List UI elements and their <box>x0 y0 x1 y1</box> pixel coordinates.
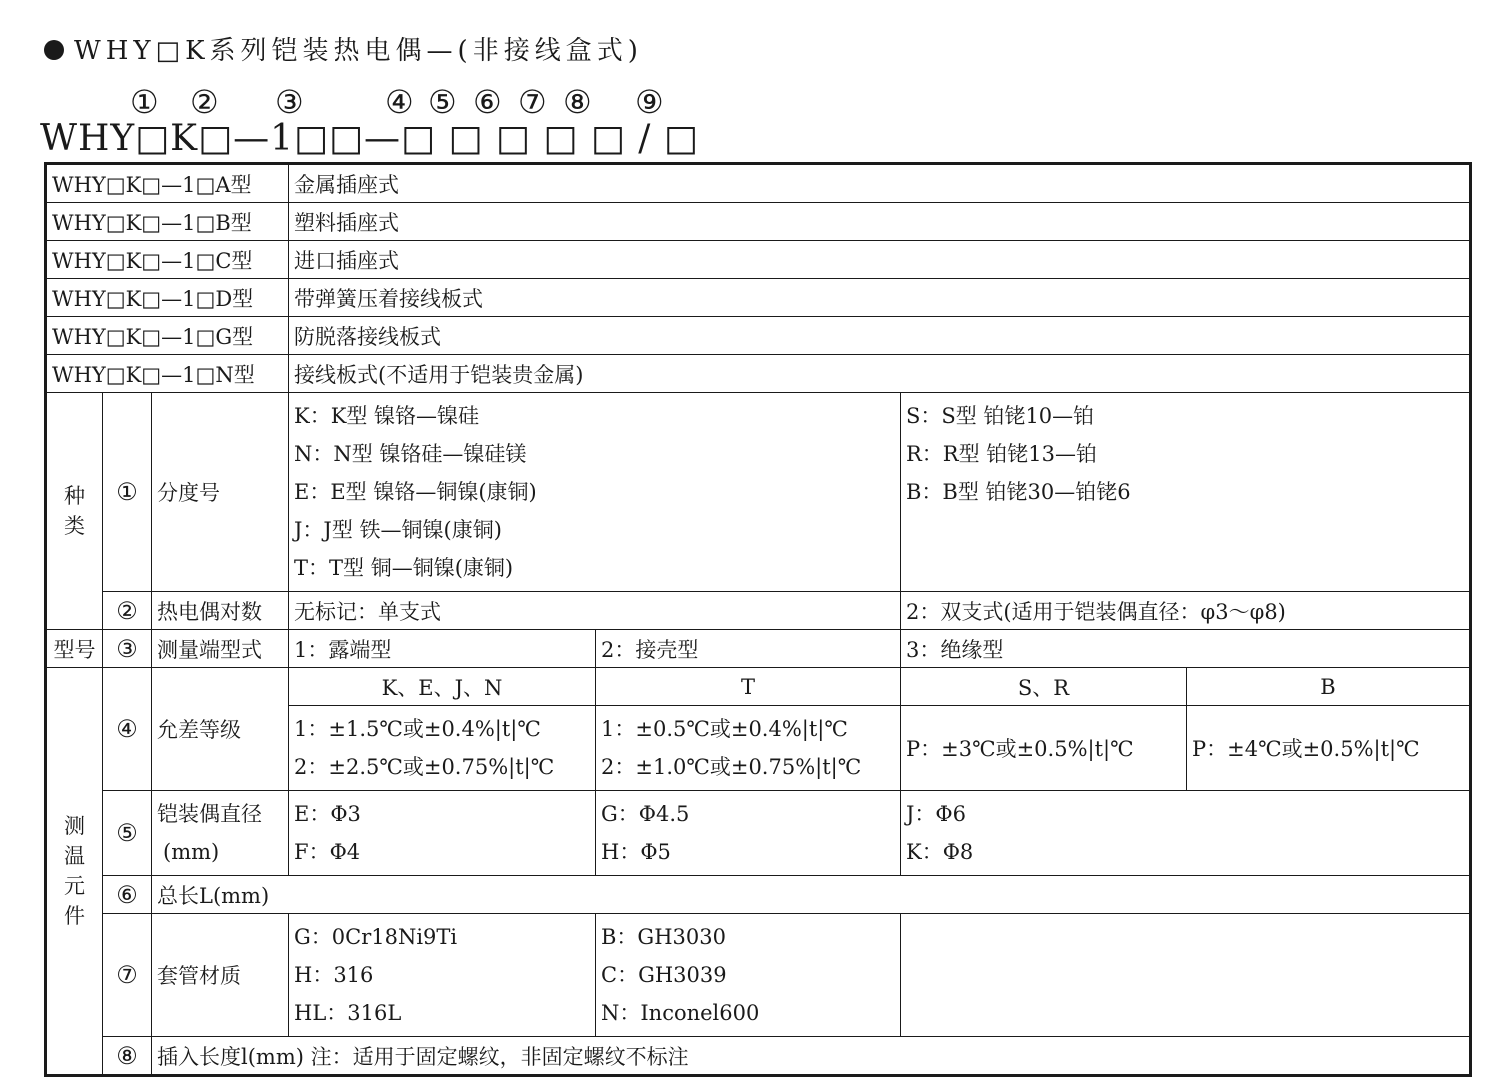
group-char: 类 <box>64 514 85 538</box>
graduation-right <box>901 393 1471 592</box>
pairs-row <box>46 592 1471 630</box>
sheath-item: HL：316L <box>294 1001 402 1025</box>
tolerance-item: 1：±0.5℃或±0.4%|t|℃ <box>601 717 848 741</box>
page-title <box>44 30 643 67</box>
type-row <box>46 279 1471 317</box>
code-number: ⑦ <box>518 83 547 121</box>
graduation-item: R：R型 铂铑13—铂 <box>906 442 1098 466</box>
tolerance-t <box>596 706 901 791</box>
spec-table <box>44 162 1472 1077</box>
tolerance-header: B <box>1187 668 1471 706</box>
type-desc: 防脱落接线板式 <box>289 317 1471 355</box>
diameter-col <box>596 791 901 876</box>
item-label: 套管材质 <box>152 914 289 1037</box>
group-char: 元 <box>64 874 85 898</box>
code-number: ① <box>130 83 159 121</box>
code-number: ③ <box>275 83 304 121</box>
tolerance-kejn <box>289 706 596 791</box>
sheath-item: B：GH3030 <box>601 925 726 949</box>
item-number: ③ <box>103 630 152 668</box>
group-char: 温 <box>64 844 85 868</box>
item-number: ④ <box>103 668 152 791</box>
type-model: WHY□K□—1□G型 <box>46 317 289 355</box>
diameter-col <box>901 791 1471 876</box>
item-label: 热电偶对数 <box>152 592 289 630</box>
tolerance-sr: P：±3℃或±0.5%|t|℃ <box>901 706 1187 791</box>
type-model: WHY□K□—1□B型 <box>46 203 289 241</box>
label-line: (mm) <box>163 840 220 864</box>
graduation-item: K：K型 镍铬—镍硅 <box>294 404 480 428</box>
label-line: 铠装偶直径 <box>157 802 262 826</box>
sheath-col <box>289 914 596 1037</box>
graduation-item: N：N型 镍铬硅—镍硅镁 <box>294 442 527 466</box>
diameter-item: G：Φ4.5 <box>601 802 690 826</box>
graduation-item: E：E型 镍铬—铜镍(康铜) <box>294 480 537 504</box>
sheath-col <box>596 914 901 1037</box>
diameter-item: J：Φ6 <box>906 802 966 826</box>
item-number: ⑤ <box>103 791 152 876</box>
tolerance-item: 1：±1.5℃或±0.4%|t|℃ <box>294 717 541 741</box>
item-label <box>152 791 289 876</box>
type-model: WHY□K□—1□N型 <box>46 355 289 393</box>
graduation-item: J：J型 铁—铜镍(康铜) <box>294 518 502 542</box>
group-char: 种 <box>64 484 85 508</box>
code-number: ⑨ <box>635 83 664 121</box>
diameter-item: H：Φ5 <box>601 840 671 864</box>
group-char: 件 <box>64 904 85 928</box>
type-desc: 塑料插座式 <box>289 203 1471 241</box>
type-model: WHY□K□—1□A型 <box>46 164 289 203</box>
item-label: 插入长度l(mm) 注：适用于固定螺纹，非固定螺纹不标注 <box>152 1037 1471 1076</box>
type-model: WHY□K□—1□C型 <box>46 241 289 279</box>
tolerance-b: P：±4℃或±0.5%|t|℃ <box>1187 706 1471 791</box>
insertion-row <box>46 1037 1471 1076</box>
item-label: 分度号 <box>152 393 289 592</box>
tolerance-header: T <box>596 668 901 706</box>
sheath-item: H：316 <box>294 963 374 987</box>
item-number: ① <box>103 393 152 592</box>
type-desc: 接线板式(不适用于铠装贵金属) <box>289 355 1471 393</box>
code-number: ⑧ <box>563 83 592 121</box>
diameter-item: E：Φ3 <box>294 802 361 826</box>
graduation-item: T：T型 铜—铜镍(康铜) <box>294 556 514 580</box>
group-model: 型号 <box>46 630 103 668</box>
junction-option: 3：绝缘型 <box>901 630 1471 668</box>
type-row <box>46 355 1471 393</box>
item-label: 测量端型式 <box>152 630 289 668</box>
pairs-left: 无标记：单支式 <box>289 592 901 630</box>
diameter-item: F：Φ4 <box>294 840 361 864</box>
sheath-item: N：Inconel600 <box>601 1001 760 1025</box>
bullet-icon <box>44 40 64 60</box>
junction-option: 2：接壳型 <box>596 630 901 668</box>
code-number: ② <box>190 83 219 121</box>
type-row <box>46 203 1471 241</box>
type-desc: 带弹簧压着接线板式 <box>289 279 1471 317</box>
type-row <box>46 241 1471 279</box>
graduation-row <box>46 393 1471 592</box>
sheath-item: G：0Cr18Ni9Ti <box>294 925 458 949</box>
graduation-item: S：S型 铂铑10—铂 <box>906 404 1095 428</box>
tolerance-header-row <box>46 668 1471 706</box>
type-row <box>46 317 1471 355</box>
pairs-right: 2：双支式(适用于铠装偶直径：φ3～φ8) <box>901 592 1471 630</box>
type-desc: 金属插座式 <box>289 164 1471 203</box>
model-code: WHY□K□—1□□—□ □ □ □ □ / □ <box>40 118 699 159</box>
graduation-item: B：B型 铂铑30—铂铑6 <box>906 480 1131 504</box>
title-text: WHY□K系列铠装热电偶—(非接线盒式) <box>74 36 643 66</box>
item-label: 允差等级 <box>152 668 289 791</box>
item-number: ⑥ <box>103 876 152 914</box>
type-row <box>46 164 1471 203</box>
sheath-empty <box>901 914 1471 1037</box>
code-number: ⑤ <box>428 83 457 121</box>
sheath-item: C：GH3039 <box>601 963 727 987</box>
junction-row <box>46 630 1471 668</box>
sheath-row <box>46 914 1471 1037</box>
type-desc: 进口插座式 <box>289 241 1471 279</box>
tolerance-header: K、E、J、N <box>289 668 596 706</box>
graduation-left <box>289 393 901 592</box>
group-element <box>46 668 103 1076</box>
item-number: ⑧ <box>103 1037 152 1076</box>
type-model: WHY□K□—1□D型 <box>46 279 289 317</box>
item-number: ② <box>103 592 152 630</box>
item-label: 总长L(mm) <box>152 876 1471 914</box>
tolerance-item: 2：±2.5℃或±0.75%|t|℃ <box>294 755 555 779</box>
group-char: 测 <box>64 814 85 838</box>
code-number: ④ <box>385 83 414 121</box>
tolerance-header: S、R <box>901 668 1187 706</box>
code-number: ⑥ <box>473 83 502 121</box>
length-row <box>46 876 1471 914</box>
diameter-item: K：Φ8 <box>906 840 974 864</box>
junction-option: 1：露端型 <box>289 630 596 668</box>
item-number: ⑦ <box>103 914 152 1037</box>
group-kind <box>46 393 103 630</box>
diameter-col <box>289 791 596 876</box>
tolerance-item: 2：±1.0℃或±0.75%|t|℃ <box>601 755 862 779</box>
diameter-row <box>46 791 1471 876</box>
